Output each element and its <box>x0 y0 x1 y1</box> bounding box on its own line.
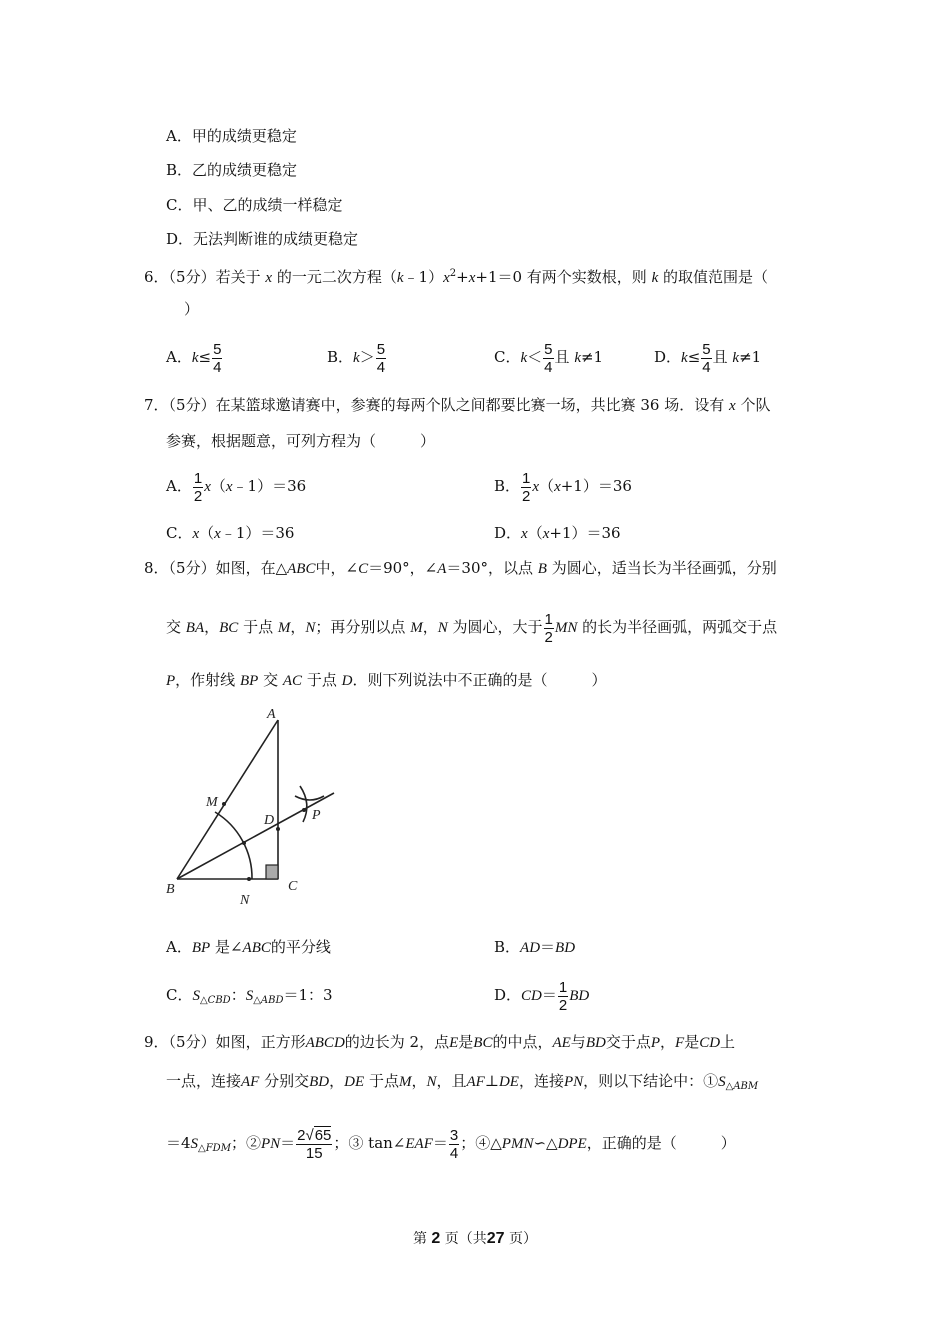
q5-option-d: D．无法判断谁的成绩更稳定 <box>166 230 359 248</box>
q8-stem-line2: 交 BA，BC 于点 M，N；再分别以点 M，N 为圆心，大于 $\frac{1}{2}$ MN 的长为半径画弧，两弧交于点 <box>166 610 778 646</box>
q7-stem: 7．（5分）在某篮球邀请赛中，参赛的每两个队之间都要比赛一场，共比赛 36 场．设有 x 个队 <box>144 396 771 414</box>
label-n: N <box>240 893 250 908</box>
arc-p1 <box>300 786 307 822</box>
q5-option-a: A．甲的成绩更稳定 <box>166 127 297 145</box>
point-n <box>247 877 251 881</box>
q5-option-c: C．甲、乙的成绩一样稳定 <box>166 196 343 214</box>
right-angle-mark <box>266 865 278 879</box>
point-arc-bp <box>242 841 246 845</box>
point-p <box>302 808 306 812</box>
label-d: D <box>264 813 275 828</box>
arc-mn <box>215 812 252 879</box>
q7-option-d: D．x（x+1）＝36 <box>494 524 621 542</box>
page-footer: 第 2 页（共27 页） <box>412 1230 538 1247</box>
q6-answer-paren: ） <box>184 300 200 318</box>
q7-option-b: B． $\frac{1}{2}$ x（x+1）＝36 <box>494 469 632 505</box>
q9-stem: 9．（5分）如图，正方形ABCD的边长为 2，点E是BC的中点，AE与BD交于点P，F是CD上 <box>144 1033 736 1051</box>
label-b: B <box>166 882 175 897</box>
q9-stem-line2: 一点，连接AF 分别交BD，DE 于点M，N，且AF⊥DE，连接PN，则以下结论中：$①S_{\triangle ABM}$ <box>166 1072 759 1092</box>
q8-stem: 8．（5分）如图，在△ABC中，∠C＝90°，∠A＝30°，以点 B 为圆心，适当长为半径画弧，分别 <box>144 559 777 577</box>
label-c: C <box>288 879 298 894</box>
arc-p2 <box>295 796 324 800</box>
page-number: 2 <box>431 1230 441 1247</box>
ray-bp <box>177 793 334 879</box>
label-m: M <box>206 795 218 810</box>
q8-option-b: B．AD＝BD <box>494 938 576 956</box>
label-p: P <box>312 808 321 823</box>
q8-option-a: A．BP 是∠ABC的平分线 <box>166 938 331 956</box>
q9-stem-line3: $=4S_{\triangle FDM}$；②PN＝ $\frac{2√65}{15}$ ；③ tan∠EAF＝ $\frac{3}{4}$ ；④△PMN∽△DPE，正确的是（ ） <box>166 1126 736 1162</box>
line-ba <box>177 720 278 879</box>
q6-option-a: A．k≤ $\frac{5}{4}$ <box>166 340 222 376</box>
q6-stem: 6．（5分）若关于 x 的一元二次方程$(k﹣1)x^2+x+1=0$ 有两个实数根，则 k 的取值范围是（ <box>144 268 769 286</box>
page-total: 27 <box>486 1230 505 1247</box>
q8-option-d: D．CD＝ $\frac{1}{2}$ BD <box>494 978 590 1014</box>
q8-option-c: C．$S_{\triangle CBD}$：$S_{\triangle ABD}=1$：3 <box>166 986 333 1006</box>
q7-option-c: C．x（x﹣1）＝36 <box>166 524 295 542</box>
q7-stem-line2: 参赛，根据题意，可列方程为（ ） <box>166 432 436 450</box>
point-m <box>222 802 226 806</box>
q6-option-c: C．k＜ $\frac{5}{4}$ 且 k≠1 <box>494 340 604 376</box>
label-a: A <box>267 707 276 722</box>
point-d <box>276 827 280 831</box>
q6-option-b: B．k＞ $\frac{5}{4}$ <box>327 340 386 376</box>
q5-option-b: B．乙的成绩更稳定 <box>166 161 298 179</box>
q8-stem-line3: P，作射线 BP 交 AC 于点 D．则下列说法中不正确的是（ ） <box>166 671 607 689</box>
q6-option-d: D．k≤ $\frac{5}{4}$ 且 k≠1 <box>654 340 762 376</box>
q8-figure <box>160 700 340 910</box>
q7-option-a: A． $\frac{1}{2}$ x（x﹣1）＝36 <box>166 469 307 505</box>
